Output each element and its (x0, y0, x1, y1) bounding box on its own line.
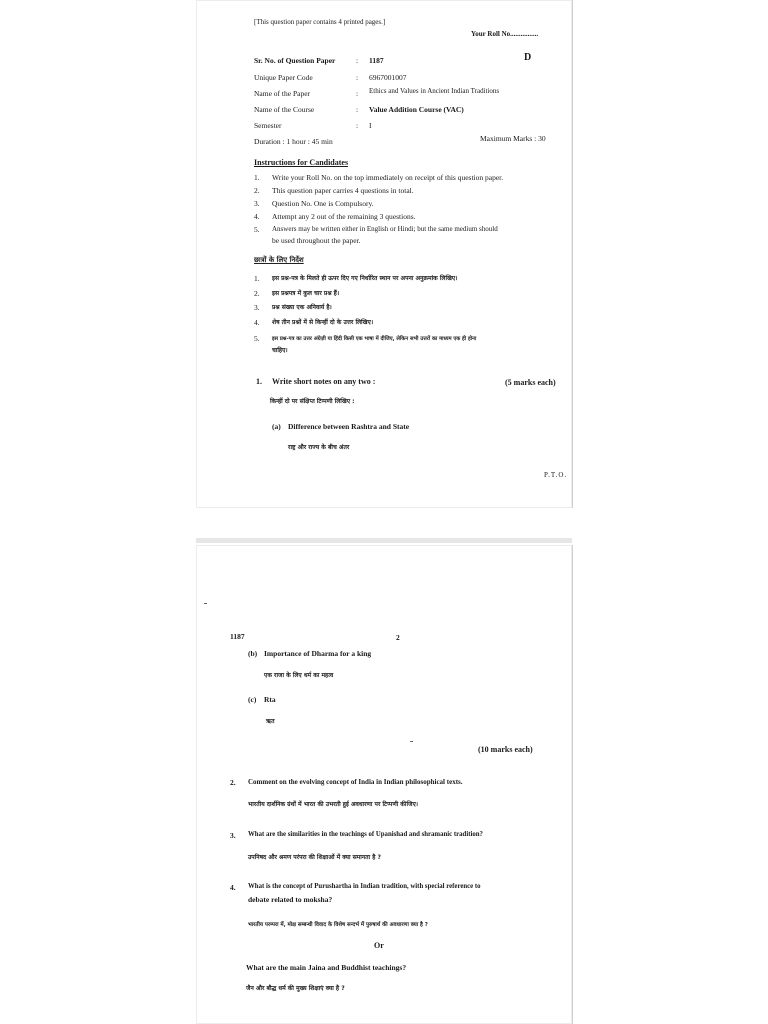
subquestion-text: Importance of Dharma for a king (264, 649, 372, 658)
question-text: Write short notes on any two : (272, 377, 376, 386)
printed-pages-note: [This question paper contains 4 printed pages.] (254, 18, 386, 26)
page-number: 2 (396, 633, 400, 642)
subquestion-label: (a) (272, 422, 281, 431)
hindi-instruction-text: चाहिए। (272, 347, 288, 354)
roll-no-label: Your Roll No................ (471, 30, 539, 38)
instruction-text: Question No. One is Compulsory. (272, 199, 374, 208)
detail-sep: : (356, 105, 359, 114)
hindi-instruction-number: 3. (254, 303, 260, 312)
detail-value: 6967001007 (369, 73, 407, 82)
detail-value: I (369, 121, 372, 130)
detail-value: Ethics and Values in Ancient Indian Traditions (369, 87, 500, 95)
detail-label: Name of the Paper (254, 89, 311, 98)
question-hindi: किन्हीं दो पर संक्षिप्त टिप्पणी लिखिए : (270, 398, 355, 405)
detail-sep: : (356, 73, 359, 82)
question-hindi: भारतीय दार्शनिक ग्रंथों में भारत की उभरती हुई अवधारणा पर टिप्पणी कीजिए। (248, 801, 419, 808)
instruction-text: Write your Roll No. on the top immediately on receipt of this question paper. (272, 173, 504, 182)
detail-sep: : (356, 56, 359, 65)
instruction-number: 5. (254, 225, 260, 234)
hindi-instruction-text: इस प्रश्नपत्र में कुल चार प्रश्न हैं। (272, 290, 340, 297)
paper-number: 1187 (230, 632, 245, 641)
question-text: What are the main Jaina and Buddhist teachings? (246, 963, 407, 972)
marks-each-label: (10 marks each) (478, 745, 533, 754)
hindi-instruction-text: इस प्रश्न-पत्र का उत्तर अंग्रेज़ी या हिंदी किसी एक भाषा में दीजिए, लेकिन सभी उत्तरों का माध्यम एक ही होना (272, 336, 477, 342)
detail-sep: : (356, 89, 359, 98)
page-divider (196, 538, 572, 543)
question-text: What are the similarities in the teachings of Upanishad and shramanic tradition? (248, 831, 483, 838)
instructions-title: Instructions for Candidates (254, 158, 349, 167)
instruction-text: This question paper carries 4 questions in total. (272, 186, 414, 195)
question-text: Comment on the evolving concept of India in Indian philosophical texts. (248, 778, 463, 786)
hindi-instruction-text: इस प्रश्न-पत्र के मिलते ही ऊपर दिए गए निर्धारित स्थान पर अपना अनुक्रमांक लिखिए। (272, 275, 458, 282)
detail-label: Name of the Course (254, 105, 315, 114)
scan-mark (204, 603, 207, 604)
hindi-instruction-text: प्रश्न संख्या एक अनिवार्य है। (272, 304, 332, 311)
detail-value: 1187 (369, 56, 384, 65)
detail-label: Unique Paper Code (254, 73, 313, 82)
subquestion-label: (c) (248, 695, 257, 704)
hindi-instruction-text: शेष तीन प्रश्नों में से किन्हीं दो के उत्तर लिखिए। (272, 319, 374, 326)
hindi-instruction-number: 4. (254, 318, 260, 327)
detail-label: Sr. No. of Question Paper (254, 56, 336, 65)
pto-label: P.T.O. (544, 471, 568, 479)
question-marks: (5 marks each) (505, 378, 556, 387)
question-number: 2. (230, 778, 236, 787)
instruction-number: 3. (254, 199, 260, 208)
instruction-number: 2. (254, 186, 260, 195)
question-hindi: उपनिषद और श्रमण परंपरा की शिक्षाओं में क्या समानता है ? (248, 854, 381, 861)
subquestion-text: Difference between Rashtra and State (288, 422, 410, 431)
question-paper-page-2 (196, 545, 573, 1024)
instruction-text: Answers may be written either in English or Hindi; but the same medium should (272, 225, 498, 233)
question-text: debate related to moksha? (248, 895, 333, 904)
subquestion-hindi: ऋत (266, 718, 275, 725)
subquestion-text: Rta (264, 695, 276, 704)
hindi-instruction-number: 2. (254, 289, 260, 298)
hindi-instructions-title: छात्रों के लिए निर्देश (254, 256, 304, 264)
detail-sep: : (356, 121, 359, 130)
instruction-text: Attempt any 2 out of the remaining 3 questions. (272, 212, 416, 221)
question-number: 1. (256, 377, 262, 386)
scan-mark (410, 741, 413, 742)
question-paper-page-1 (196, 0, 573, 508)
question-hindi: भारतीय परम्परा में, मोक्ष सम्बन्धी विवाद के विशेष सन्दर्भ में पुरुषार्थ की अवधारणा क्या है ? (248, 922, 428, 928)
instruction-number: 4. (254, 212, 260, 221)
or-label: Or (374, 941, 384, 950)
duration: Duration : 1 hour : 45 min (254, 137, 333, 146)
question-text: What is the concept of Purushartha in Indian tradition, with special reference to (248, 883, 481, 890)
question-number: 4. (230, 883, 236, 892)
instruction-text: be used throughout the paper. (272, 236, 361, 245)
detail-value: Value Addition Course (VAC) (369, 105, 464, 114)
subquestion-hindi: एक राजा के लिए धर्म का महत्व (264, 672, 334, 679)
hindi-instruction-number: 5. (254, 334, 260, 343)
subquestion-hindi: राष्ट्र और राज्य के बीच अंतर (288, 444, 350, 451)
detail-label: Semester (254, 121, 282, 130)
instruction-number: 1. (254, 173, 260, 182)
max-marks: Maximum Marks : 30 (480, 134, 546, 143)
question-number: 3. (230, 831, 236, 840)
question-hindi: जैन और बौद्ध धर्म की मुख्य शिक्षाएं क्या है ? (246, 985, 345, 992)
hindi-instruction-number: 1. (254, 274, 260, 283)
set-letter: D (524, 52, 532, 63)
subquestion-label: (b) (248, 649, 258, 658)
